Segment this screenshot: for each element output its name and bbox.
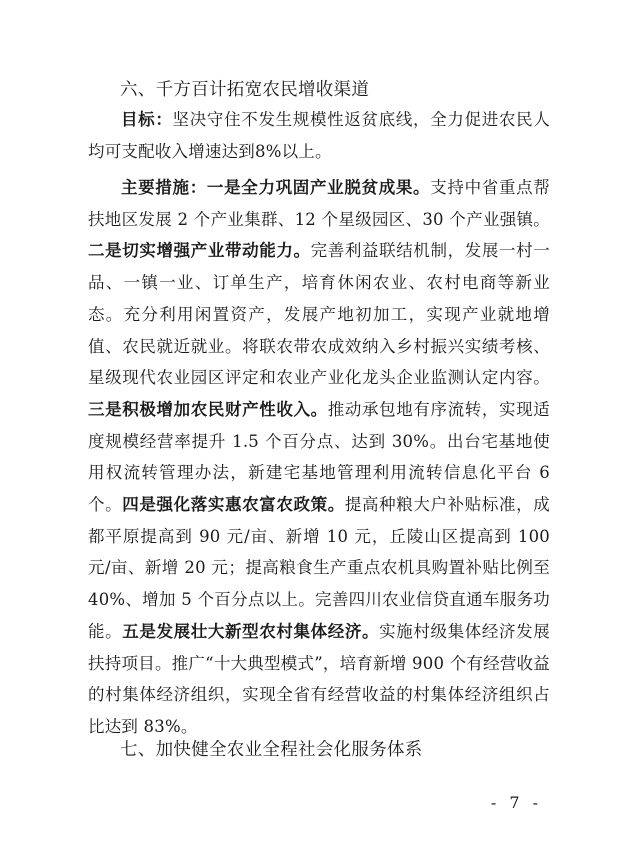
measure-1-text: 支持中省重点帮扶地区发展 2 个产业集群、12 个星级园区、30 个产业强镇。 <box>88 178 551 229</box>
measure-5-label: 五是发展壮大新型农村集体经济。 <box>122 621 380 641</box>
goal-label: 目标： <box>121 110 173 129</box>
goal-paragraph <box>88 104 550 167</box>
measure-5-text: 实施村级集体经济发展扶持项目。推广“十大典型模式”，培育新增 900 个有经营收益的村集体经济组织，实现全省有经营收益的村集体经济组织占比达到 83%。 <box>88 621 551 736</box>
measure-1-label: 一是全力巩固产业脱贫成果。 <box>206 178 431 197</box>
measure-3-text: 推动承包地有序流转，实现适度规模经营率提升 1.5 个百分点、达到 30%。出台宅基地使用权流转管理办法，新建宅基地管理利用流转信息化平台 6 个。 <box>88 399 550 515</box>
goal-text: 坚决守住不发生规模性返贫底线，全力促进农民人均可支配收入增速达到8%以上。 <box>88 110 550 161</box>
measure-3-label: 三是积极增加农民财产性收入。 <box>88 399 328 419</box>
measures-paragraph <box>88 172 550 743</box>
measures-label: 主要措施： <box>121 178 207 197</box>
measure-4-text: 提高种粮大户补贴标准，成都平原提高到 90 元/亩、新增 10 元，丘陵山区提高到 100 元/亩、新增 20 元；提高粮食生产重点农机具购置补贴比例至 40%、增加 5 个百分点以上。完善四川农业信贷直通车服务功能。 <box>88 495 550 641</box>
section-heading-6: 六、千方百计拓宽农民增收渠道 <box>120 80 370 100</box>
section-heading-7: 七、加快健全农业全程社会化服务体系 <box>120 740 423 760</box>
measure-4-label: 四是强化落实惠农富农政策。 <box>122 495 345 515</box>
page-number: - 7 - <box>490 793 542 812</box>
measure-2-label: 二是切实增强产业带动能力。 <box>88 241 311 261</box>
measure-2-text: 完善利益联结机制，发展一村一品、一镇一业、订单生产，培育休闲农业、农村电商等新业态。充分利用闲置资产，发展产地初加工，实现产业就地增值、农民就近就业。将联农带农成效纳入乡村振兴实绩考核、星级现代农业园区评定和农业产业化龙头企业监测认定内容。 <box>88 241 550 388</box>
